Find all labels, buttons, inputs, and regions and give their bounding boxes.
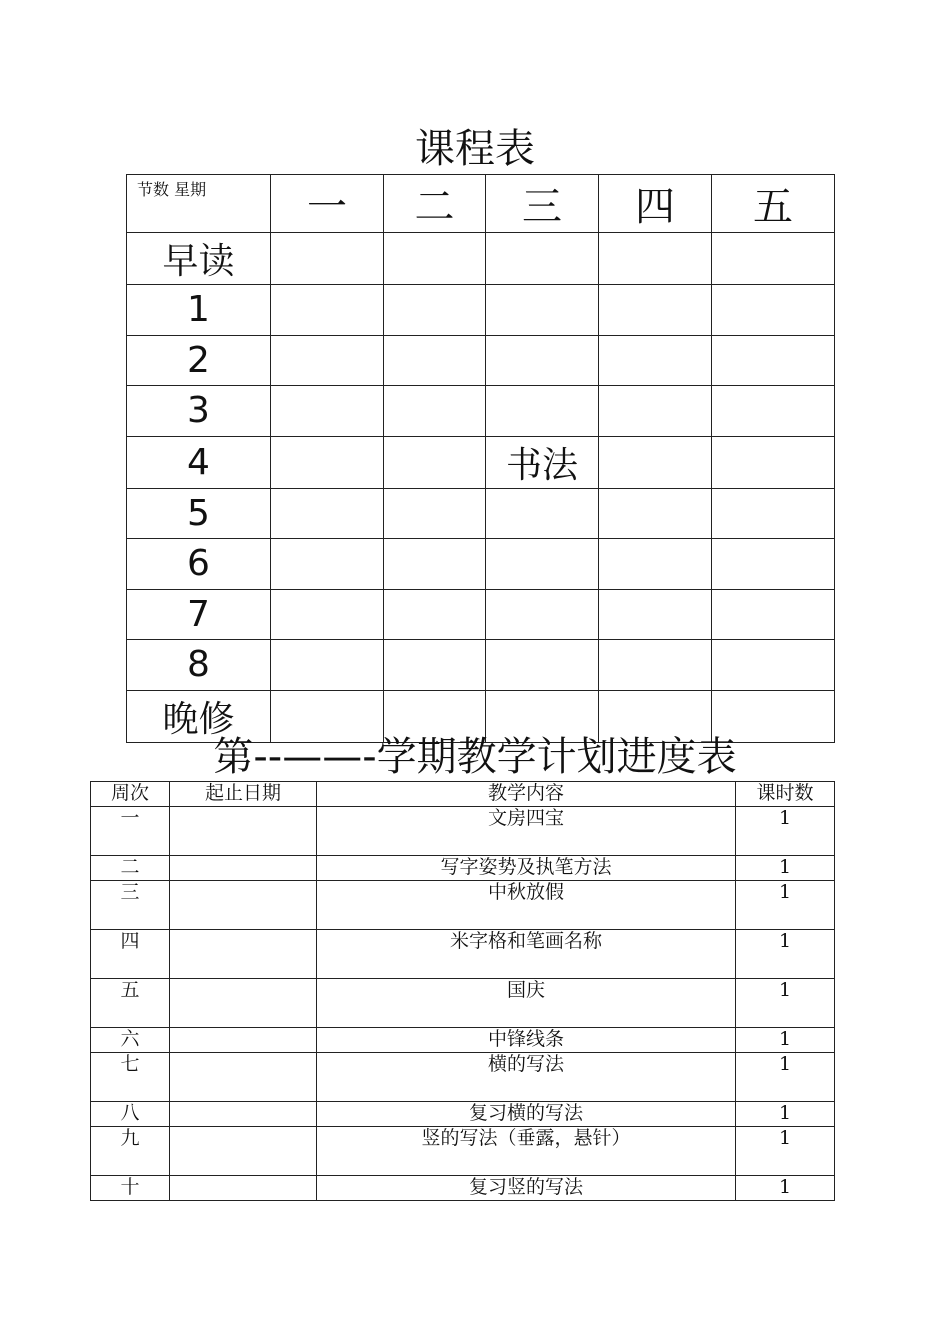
schedule-period-cell: 6 xyxy=(127,539,271,590)
schedule-table xyxy=(126,174,835,743)
schedule-row xyxy=(127,488,835,539)
schedule-cell xyxy=(712,233,835,285)
schedule-day-header: 二 xyxy=(384,175,486,233)
schedule-cell xyxy=(384,488,486,539)
plan-content-cell: 竖的写法（垂露，悬针） xyxy=(317,1127,736,1176)
schedule-cell xyxy=(712,589,835,640)
schedule-cell xyxy=(271,285,384,336)
schedule-period-cell: 3 xyxy=(127,386,271,437)
plan-content-cell: 复习竖的写法 xyxy=(317,1176,736,1201)
plan-column-header: 教学内容 xyxy=(317,782,736,807)
schedule-cell xyxy=(271,640,384,691)
schedule-row xyxy=(127,335,835,386)
schedule-cell xyxy=(384,640,486,691)
plan-content-cell: 中秋放假 xyxy=(317,881,736,930)
schedule-cell xyxy=(712,539,835,590)
plan-hours-cell: 1 xyxy=(736,1176,835,1201)
schedule-period-cell: 4 xyxy=(127,436,271,488)
schedule-cell xyxy=(384,335,486,386)
schedule-cell xyxy=(599,640,712,691)
schedule-cell xyxy=(712,640,835,691)
plan-week-cell: 十 xyxy=(91,1176,170,1201)
plan-hours-cell: 1 xyxy=(736,979,835,1028)
plan-column-header: 起止日期 xyxy=(170,782,317,807)
schedule-cell xyxy=(271,335,384,386)
schedule-row xyxy=(127,539,835,590)
plan-hours-cell: 1 xyxy=(736,930,835,979)
schedule-cell xyxy=(271,233,384,285)
schedule-cell xyxy=(384,589,486,640)
schedule-cell xyxy=(486,640,599,691)
plan-week-cell: 一 xyxy=(91,807,170,856)
schedule-row xyxy=(127,285,835,336)
schedule-row xyxy=(127,589,835,640)
schedule-cell xyxy=(712,488,835,539)
schedule-cell xyxy=(599,539,712,590)
plan-content-cell: 国庆 xyxy=(317,979,736,1028)
schedule-corner-cell: 节数 星期 xyxy=(127,175,271,233)
schedule-cell xyxy=(599,386,712,437)
schedule-cell xyxy=(599,285,712,336)
schedule-row xyxy=(127,386,835,437)
plan-column-header: 课时数 xyxy=(736,782,835,807)
plan-week-cell: 五 xyxy=(91,979,170,1028)
plan-row xyxy=(91,1176,835,1201)
schedule-cell xyxy=(486,285,599,336)
plan-row xyxy=(91,1102,835,1127)
plan-hours-cell: 1 xyxy=(736,881,835,930)
schedule-cell xyxy=(712,436,835,488)
schedule-cell xyxy=(712,285,835,336)
schedule-row xyxy=(127,436,835,488)
plan-content-cell: 写字姿势及执笔方法 xyxy=(317,856,736,881)
plan-week-cell: 八 xyxy=(91,1102,170,1127)
schedule-cell xyxy=(384,436,486,488)
schedule-cell xyxy=(271,436,384,488)
plan-row xyxy=(91,1053,835,1102)
schedule-cell xyxy=(599,335,712,386)
schedule-period-cell: 8 xyxy=(127,640,271,691)
schedule-cell xyxy=(599,436,712,488)
plan-table xyxy=(90,781,835,1201)
plan-content-cell: 米字格和笔画名称 xyxy=(317,930,736,979)
schedule-cell xyxy=(271,386,384,437)
plan-row xyxy=(91,979,835,1028)
schedule-cell xyxy=(486,539,599,590)
schedule-cell xyxy=(384,285,486,336)
plan-week-cell: 七 xyxy=(91,1053,170,1102)
schedule-cell xyxy=(486,233,599,285)
plan-hours-cell: 1 xyxy=(736,1127,835,1176)
schedule-cell xyxy=(271,539,384,590)
schedule-cell xyxy=(486,488,599,539)
schedule-period-cell: 晚修 xyxy=(127,690,271,742)
plan-week-cell: 三 xyxy=(91,881,170,930)
schedule-header-row xyxy=(127,175,835,233)
plan-content-cell: 文房四宝 xyxy=(317,807,736,856)
schedule-period-cell: 7 xyxy=(127,589,271,640)
plan-dates-cell xyxy=(170,1102,317,1127)
schedule-cell xyxy=(486,335,599,386)
schedule-day-header: 一 xyxy=(271,175,384,233)
plan-hours-cell: 1 xyxy=(736,1053,835,1102)
plan-row xyxy=(91,856,835,881)
schedule-cell: 书法 xyxy=(486,436,599,488)
schedule-cell xyxy=(486,589,599,640)
plan-content-cell: 中锋线条 xyxy=(317,1028,736,1053)
plan-title: 第--——-学期教学计划进度表 xyxy=(213,734,737,780)
plan-dates-cell xyxy=(170,856,317,881)
plan-content-cell: 复习横的写法 xyxy=(317,1102,736,1127)
plan-hours-cell: 1 xyxy=(736,807,835,856)
plan-dates-cell xyxy=(170,807,317,856)
schedule-cell xyxy=(599,233,712,285)
schedule-row xyxy=(127,233,835,285)
schedule-cell xyxy=(384,233,486,285)
schedule-cell xyxy=(712,335,835,386)
schedule-cell xyxy=(599,488,712,539)
schedule-cell xyxy=(384,386,486,437)
plan-row xyxy=(91,1127,835,1176)
schedule-title: 课程表 xyxy=(415,126,535,172)
plan-dates-cell xyxy=(170,1127,317,1176)
plan-hours-cell: 1 xyxy=(736,1028,835,1053)
schedule-cell xyxy=(712,386,835,437)
plan-row xyxy=(91,881,835,930)
schedule-day-header: 四 xyxy=(599,175,712,233)
plan-dates-cell xyxy=(170,1028,317,1053)
schedule-cell xyxy=(384,539,486,590)
schedule-cell xyxy=(271,589,384,640)
plan-row xyxy=(91,1028,835,1053)
schedule-cell xyxy=(599,589,712,640)
schedule-cell xyxy=(486,386,599,437)
plan-dates-cell xyxy=(170,930,317,979)
schedule-cell xyxy=(271,488,384,539)
schedule-period-cell: 早读 xyxy=(127,233,271,285)
schedule-row xyxy=(127,640,835,691)
plan-dates-cell xyxy=(170,881,317,930)
plan-week-cell: 二 xyxy=(91,856,170,881)
plan-dates-cell xyxy=(170,1053,317,1102)
schedule-day-header: 五 xyxy=(712,175,835,233)
plan-content-cell: 横的写法 xyxy=(317,1053,736,1102)
schedule-period-cell: 2 xyxy=(127,335,271,386)
plan-column-header: 周次 xyxy=(91,782,170,807)
plan-week-cell: 六 xyxy=(91,1028,170,1053)
plan-hours-cell: 1 xyxy=(736,1102,835,1127)
plan-header-row xyxy=(91,782,835,807)
plan-hours-cell: 1 xyxy=(736,856,835,881)
schedule-period-cell: 1 xyxy=(127,285,271,336)
plan-dates-cell xyxy=(170,979,317,1028)
plan-dates-cell xyxy=(170,1176,317,1201)
plan-row xyxy=(91,930,835,979)
schedule-period-cell: 5 xyxy=(127,488,271,539)
plan-row xyxy=(91,807,835,856)
schedule-day-header: 三 xyxy=(486,175,599,233)
plan-week-cell: 九 xyxy=(91,1127,170,1176)
plan-week-cell: 四 xyxy=(91,930,170,979)
